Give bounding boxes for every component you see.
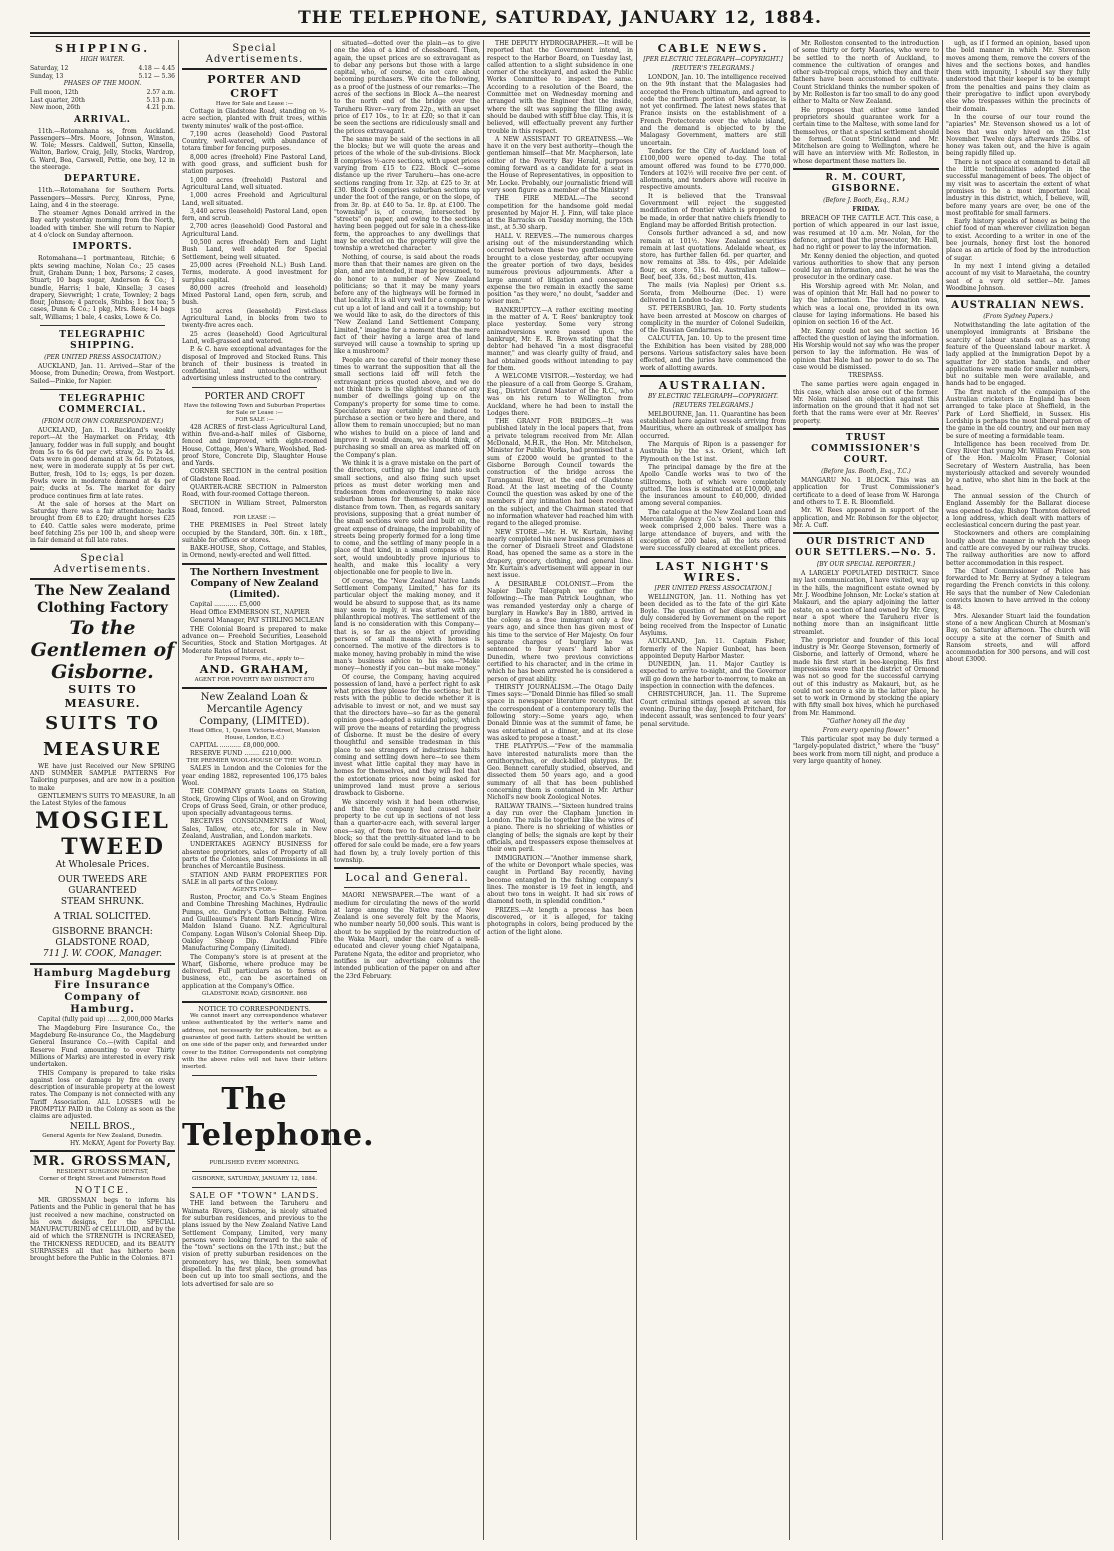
masthead-rule <box>30 32 1090 34</box>
district-heading: OUR DISTRICT AND OUR SETTLERS.—No. 5. <box>795 537 937 559</box>
moon-row: Full moon, 12th 2.57 a.m. <box>30 89 175 96</box>
property-item: 10,500 acres (freehold) Fern and Light Bush Land, well adapted for Special Settlement, being well situated. <box>182 239 327 261</box>
porter-croft-title: PORTER AND CROFT <box>207 73 302 100</box>
ad-text: Capital (fully paid up) ...... 2,000,000 Marks <box>38 1016 174 1024</box>
divider <box>182 563 327 565</box>
local-news-item: A WELCOME VISITOR.—Yesterday, we had the pleasure of a call from George S. Graham, Esq., District Grand Master of the R.C., who was on his return to Wellington from Auckland, where he had been to install the Lodges there. <box>487 373 633 417</box>
ad-text: OUR TWEEDS ARE GUARANTEED <box>57 875 148 897</box>
divider <box>182 687 327 689</box>
ad-text: SALES in London and the Colonies for the year ending 1882, represented 106,175 bales Wool. <box>182 765 327 787</box>
hamburg-title: Hamburg Magdeburg Fire Insurance Company of Hamburg. <box>33 968 172 1016</box>
editorial-text: We think it is a grave mistake on the part of the directors, cutting up the land into such small sections, and also fixing such upset prices as must deter working men and tradesmen from endeavouring to make nice suburban homes for themselves, at an easy distance from town. Then, as regards sanitary provisions, supposing that a great number of the small sections were sold and built on, the great expense of drainage, the improbability of streets being properly formed for a long time to come, and the settling of many people in a place of that kind, in a small compass of this sort, would undoubtedly prove injurious to health, and make this locality a very objectionable one for people to live in. <box>334 459 480 577</box>
mosgiel-heading: MOSGIEL <box>35 808 170 835</box>
suits-heading-large: SUITS TO MEASURE <box>43 712 162 760</box>
divider <box>334 867 480 869</box>
news-item: CHRISTCHURCH, Jan. 11. The Supreme Court criminal sittings opened at seven this evening. During the day, Joseph Pritchard, for indecent assault, was sentenced to four years' penal servitude. <box>640 691 786 728</box>
moon-row: New moon, 26th 4.21 p.m. <box>30 104 175 111</box>
editorial-text: We sincerely wish it had been otherwise, and that the company had caused their property to be cut up in sections of not less than a quarter-acre each, with several larger ones—say, of from two to five acres—in each block; so that the prettily-situated land to be offered for sale could be made, ere a few years had flown by, a truly lovely portion of this township. <box>334 798 480 864</box>
gentlemen-title: To the Gentlemen of Gisborne. <box>30 616 175 683</box>
news-item: Mr. Rolleston consented to the introduction of some thirty or forty Maories, who were to be settled to the north of Auckland, to commence the cultivation of oranges and other sub-tropical crops, which they and their fathers have been accustomed to cultivate. Count Strickland thinks the number spoken of by Mr. Rolleston is far too small to do any good either to Malta or New Zealand. <box>793 40 939 106</box>
ad-text: RECEIVES CONSIGNMENTS of Wool, Sales, Tallow, etc., etc., for sale in New Zealand, Australian, and London markets. <box>182 818 327 841</box>
local-news-item: IMMIGRATION.—"Another immense shark, of the white or Devonport whale species, was caught in Portland Bay recently, having become entangled in the fishing company's lines. The monster is 19 feet in length, and about two tons in weight. It had six rows of diamond teeth, in splendid condition." <box>487 854 633 906</box>
feature-text: There is not space at command to detail all the little technicalities adopted in the successful management of bees. The object of my visit was to ascertain the extent of what promises to be a most important local industry in this district, which, I believe, will, before many years are over, be one of the most profitable for small farmers. <box>946 158 1090 217</box>
departure-text: The steamer Agnes Donald arrived in the Bay early yesterday morning from the North, loaded with timber. She will return to Napier at 4 o'clock on Sunday afternoon. <box>30 210 175 240</box>
clothing-factory-title: The New Zealand Clothing Factory <box>34 582 171 616</box>
porter-croft-title: PORTER AND CROFT <box>204 391 305 402</box>
verse-line: From every opening flower." <box>822 727 910 735</box>
ad-text: RESIDENT SURGEON DENTIST, <box>56 1168 149 1175</box>
ad-text: The Magdeburg Fire Insurance Co., the Magdeburg Re-insurance Co., the Magdeburg General Insurance Co.—(with Capital and Reserve Fund amounting to over Thirty Millions of Marks) are interested in every risk undertaken. <box>30 1024 175 1069</box>
editorial-text: The same may be said of the sections in all the blocks; but we will quote the areas and prices of the whole of the sub-divisions. Block B comprises ½-acre sections, with upset prices varying from £15 to £22. Block C—some distance up the river Taruheru—has one-acre sections ranging from 1r. 32p. at £25 to 3r. at £30. Block D comprises suburban sections up under the foot of the range, or on the slope, of from 3r. 8p. at £40 to 5a. 1r. 8p. at £100. The "township" is, of course, intersected by "streets" on paper, and owing to the sections having been pegged out for sale in a chess-like form, the approaches to any dwellings that may be erected on the property will give the township a wretched character. <box>334 135 480 253</box>
tide-row: Saturday, 12 4.18 — 4.45 <box>30 65 175 72</box>
published-line: PUBLISHED EVERY MORNING. <box>209 1160 300 1167</box>
news-item: Intelligence has been received from Dr. Grey River that young Mr. William Fraser, son of the Hon. Malcolm Fraser, Colonial Secretary of Western Australia, has been mysteriously attacked and severely wounded by a native, who shot him in the back at the head. <box>946 440 1090 492</box>
northern-investment-title: The Northern Investment Company of New Zealand (Limited). <box>190 567 319 600</box>
property-item: BAKE-HOUSE, Shop, Cottage, and Stables, in Ormond, newly-erected and well fitted. <box>182 545 327 560</box>
ad-text: UNDERTAKES AGENCY BUSINESS for absentee proprietors, sales of Property of all parts of the Colonies, and Commissions in all branches of Mercantile Business. <box>182 841 327 871</box>
ad-text: RESERVE FUND ........ £210,000. <box>190 750 293 758</box>
day-heading: FRIDAY. <box>852 206 880 214</box>
column-divider <box>483 40 484 1540</box>
imports-text: Rotomahana—1 portmanteau, Ritchie; 6 pkts sewing machine, Nolan Co.; 25 cases fruit, Graham Dunn; 1 box, Parsons; 2 cases, Stuart; 10 bags sugar, Anderson & Co.; 1 bundle, Harris; 1 bale, Kinsella; 3 cases drapery, Sievwright; 1 crate, Townley; 2 bags flour, Johnson; 4 parcels, Stubbs; 1 box tea; 5 cases, Dunn & Co.; 1 pkg, Mrs. Rees; 14 bags salt, Williams; 1 bale, 4 casks, Lowe & Co. <box>30 255 175 321</box>
imports-heading: IMPORTS. <box>72 242 133 253</box>
news-item: The catalogue at the New Zealand Loan and Mercantile Agency Co.'s wool auction this week comprised 2,000 bales. There was a large attendance of buyers, and with the exception of 200 bales, all the lots offered were successfully cleared at excellent prices. <box>640 508 786 553</box>
news-item: The annual session of the Church of England Assembly for the Ballarat diocese was opened to-day. Bishop Thornton delivered a long address, which dealt with matters of ecclesiastical concern during the past year. <box>946 492 1090 530</box>
property-item: 7,190 acres (leasehold) Good Pastoral Country, well-watered, with abundance of totara timber for fencing purposes. <box>182 130 327 153</box>
commercial-text: At the sale of horses at the Mart on Saturday there was a fair attendance; hacks brought from £8 to £20; draught horses £25 to £40. Cattle sales were moderate, prime beef fetching 25s per 100 lb, and sheep were in fair demand at full late rates. <box>30 500 175 545</box>
court-item: MANGARU No. 1 BLOCK. This was an application for Trust Commissioner's certificate to a deed of lease from W. Haronga and others to T. E. R. Bloomfield. <box>793 477 939 506</box>
property-item: THE PREMISES in Peel Street lately occupied by the Standard, 30ft. 6in. x 18ft., suitable for offices or stores. <box>182 522 327 544</box>
ad-text: Corner of Bright Street and Palmerston Road <box>39 1175 166 1182</box>
news-item: Stockowners and others are complaining loudly about the manner in which the sheep and cattle are conveyed by our railway trucks. The railway authorities are now to afford better accommodation in this respect. <box>946 530 1090 567</box>
nz-loan-title: New Zealand Loan & Mercantile Agency Company, (LIMITED). <box>199 691 310 727</box>
ad-text: General Agents for New Zealand, Dunedin. <box>42 1132 163 1139</box>
news-item: Consols further advanced a sd, and now remain at 101½. New Zealand securities remain at last quotations. Adelaide wheat, ex store, has further fallen 6d. per quarter, and now remains at 38s. to 49s., per Adelaide flour, ex store, 51s. 6d. Australian tallow—Beef, beef, 33s. 6d.; best mutton, 41s. <box>640 230 786 282</box>
divider <box>192 1171 317 1172</box>
column-6 <box>793 40 939 1540</box>
ad-text: At Wholesale Prices. <box>55 860 150 871</box>
property-item: SECTION in William Street, Palmerston Road, fenced. <box>182 499 327 514</box>
tide-table <box>30 65 175 80</box>
ad-text: STATION AND FARM PROPERTIES FOR SALE in all parts of the Colony. <box>182 871 327 886</box>
ad-text: GLADSTONE ROAD, <box>55 938 150 949</box>
news-item: It is believed that the Transvaal Government will reject the suggested modification of frontier which is proposed to be made, in order that native chiefs friendly to England may be afforded British protection. <box>640 192 786 229</box>
divider <box>192 387 317 388</box>
commercial-text: AUCKLAND, Jan. 11. Buckland's weekly report—At the Haymarket on Friday, 4th January, fodder was in full supply, and bought from 5s to 6s 6d per cwt; straw, 2s to 2s 4d. Oats were in good demand at 3s 6d. Potatoes, new, were in moderate supply at 5s per cwt. Butter, fresh, 10d to 1s; eggs, 1s per dozen. Fowls were in moderate demand at 4s per pair; ducks at 5s. The market for dairy produce continues firm at late rates. <box>30 426 175 500</box>
divider <box>30 963 175 965</box>
court-item: His Worship agreed with Mr. Nolan, and was of opinion that Mr. Hall had no power to lay the information. The information was, which was a local one, provided in its own clause for laying informations. He based his opinion on section 16 of the Act. <box>793 282 939 327</box>
court-item: The same parties were again engaged in this case, which also arose out of the former. Mr. Nolan raised an objection against this information on the ground that it had not set forth that the rams were ever at Mr. Reeves' property. <box>793 381 939 425</box>
case-heading: TRESPASS. <box>848 372 884 380</box>
ad-text: THIS Company is prepared to take risks against loss or damage by fire on every description of insurable property at the lowest rates. The Company is not connected with any Tariff Association. ALL LOSSES will be PROMPTLY PAID in the Colony as soon as the claims are adjusted. <box>30 1069 175 1121</box>
local-news-item: THE FIRE MEDAL.—The second competition for the handsome gold medal presented by Major H. J. Finn, will take place at the Barracks on Tuesday morning, the 15th inst., at 5.30 sharp. <box>487 195 633 232</box>
column-5 <box>640 40 786 1540</box>
rm-court-heading: R. M. COURT, GISBORNE. <box>825 173 907 195</box>
editorial-text: THE land between the Taruheru and Waimata Rivers, Gisborne, is nicely situated for suburban residences, and previous to the plans issued by the New Zealand Native Land Settlement Company, Limited, very many persons were looking forward to the sale of the "town" sections on the 17th inst.; but the vision of pretty suburban residences on the promontory has, we think, been somewhat dispelled. In the first place, the ground has been cut up into too small sections, and the lots advertised for sale are so <box>182 1200 327 1288</box>
moon-table <box>30 89 175 112</box>
ad-text: HY. McKAY, Agent for Poverty Bay. <box>70 1139 175 1147</box>
departure-heading: DEPARTURE. <box>63 174 142 185</box>
local-news-item: MAORI NEWSPAPER.—The want of a medium for circulating the news of the world at large among the Native race of New Zealand is one severely felt by the Maoris, who number nearly 50,000 souls. This want is about to be supplied by the reintroduction of the Waka Maori, under the care of a well-educated and clever young chief Ngataipana, Paratene Ngata, the editor and proprietor, who notifies in our advertising columns the intended publication of the paper on and after the 23rd February. <box>334 892 480 980</box>
property-item: 150 acres (leasehold) First-class Agricultural Land, in blocks from two to twenty-five acres each. <box>182 307 327 330</box>
australian-news-heading: AUSTRALIAN NEWS. <box>951 300 1085 312</box>
local-news-item: HALL V. REEVES.—The numerous charges arising out of the misunderstanding which occurred between these two gentlemen were brought to a close yesterday, after occupying the greater portion of two days, besides numerous previous adjournments. After a large amount of litigation and consequent expense the two remain in exactly the same position "as they were," no doubt, "sadder and wiser men." <box>487 232 633 306</box>
byline: (Before J. Booth, Esq., R.M.) <box>823 197 909 205</box>
moon-row: Last quarter, 20th 5.13 p.m. <box>30 96 175 104</box>
property-item: 3,440 acres (leasehold) Pastoral Land, open fern, and scrub. <box>182 207 327 223</box>
column-3 <box>334 40 480 1540</box>
telegraphic-shipping-text: AUCKLAND, Jan. 11. Arrived—Star of the Moose, from Dunedin; Orewa, from Westport. Sailed—Pinkie, for Napier. <box>30 363 175 385</box>
feature-text: In my next I intend giving a detailed account of my visit to Maraetaha, the country seat of a very old settler—Mr. James Woodbine Johnson. <box>946 262 1090 292</box>
ad-text: Have the following Town and Suburban Properties for Sale or Lease :— <box>183 402 326 416</box>
grossman-title: MR. GROSSMAN, <box>32 1153 173 1169</box>
column-divider <box>942 40 943 1540</box>
feature-text: This particular spot may be duly termed a "largely-populated district," where the "busy" bees work from morn till night, and produce a very large quantity of honey. <box>793 736 939 765</box>
notice-correspondents-heading: NOTICE TO CORRESPONDENTS. <box>198 1005 311 1014</box>
byline: (PER UNITED PRESS ASSOCIATION.) <box>44 354 161 362</box>
local-news-item: RAILWAY TRAINS.—"Sixteen hundred trains a day run over the Clapham Junction in London. The rails lie together like the wires of a piano. There is no shrieking of whistles or clanging of bells; the signals are kept by their officials, and trespassers expose themselves at their own peril. <box>487 802 633 854</box>
divider <box>793 428 939 430</box>
news-item: ST. PETERSBURG, Jan. 10. Forty students have been arrested at Moscow on charges of complicity in the murder of Colonel Sudeikin, of the Russian Gendarmes. <box>640 305 786 335</box>
feature-text: A LARGELY POPULATED DISTRICT. Since my last communication, I have visited, way up in the hills, the magnificent estate owned by Mr. J. Woodbine Johnson, Mr. Locke's station at Makauri, and the apiary adjoining the latter estate, on a section of land owned by Mr. Grey, near a spot where the Taruheru river is nothing more than an insignificant little streamlet. <box>793 570 939 636</box>
ad-text: A TRIAL SOLICITED. <box>54 912 151 923</box>
ad-text: STEAM SHRUNK. <box>60 897 145 908</box>
notice-heading: NOTICE. <box>74 1185 131 1196</box>
ad-text: Capital ............ £5,000 <box>190 600 261 608</box>
tide-row: Sunday, 13 5.12 — 5.36 <box>30 72 175 80</box>
news-item: LONDON, Jan. 10. The intelligence received on the 9th instant that the Malagasies had accepted the French ultimatum, and agreed to cede the northern portion of Madagascar, is not yet confirmed. The latest news states that France insists on the establishment of a French Protectorate over the whole island, and the demand is objected to by the Malagasy Government, matters are still uncertain. <box>640 74 786 147</box>
divider <box>640 556 786 558</box>
column-2 <box>182 40 375 1540</box>
divider <box>344 887 470 888</box>
news-item: The principal damage by the fire at the Apollo Candle works was to two of the stillrooms, both of which were completely gutted. The loss is estimated at £10,000, and the insurances amount to £40,000, divided among several companies. <box>640 463 786 508</box>
byline: [BY OUR SPECIAL REPORTER.] <box>816 561 916 569</box>
divider <box>182 1001 327 1003</box>
court-item: BREACH OF THE CATTLE ACT. This case, a portion of which appeared in our last issue, was resumed at 10 a.m. Mr. Nolan, for the defence, argued that the prosecutor, Mr. Hall, had no right or power to lay the information. <box>793 215 939 252</box>
byline: BY ELECTRIC TELEGRAPH—COPYRIGHT. <box>647 392 778 400</box>
arrival-heading: ARRIVAL. <box>74 114 131 125</box>
ad-text: THE COMPANY grants Loans on Station, Stock, Growing Clips of Wool, and on Growing Crops of Grass Seed, Grain, or other produce, upon specially advantageous terms. <box>182 788 327 818</box>
byline: [REUTER'S TELEGRAMS.] <box>672 65 754 72</box>
news-item: MELBOURNE, Jan. 11. Quarantine has been established here against vessels arriving from Mauritius, where an outbreak of smallpox has occurred. <box>640 410 786 440</box>
news-item: WELLINGTON, Jan. 11. Nothing has yet been decided as to the fate of the girl Kate Boyle. The question of her disposal will be duly considered by Government on the report being received from the Inspector of Lunatic Asylums. <box>640 593 786 637</box>
byline: (Before Jas. Booth, Esq., T.C.) <box>821 468 911 476</box>
ad-text: CAPITAL ........... £8,000,000. <box>190 741 280 749</box>
divider <box>192 1075 317 1076</box>
property-item: Cottage in Gladstone Road, standing on ½-acre section, planted with fruit trees, within twenty minutes' walk of the post-office. <box>182 108 327 130</box>
ad-text: WE have just Received our New SPRING AND SUMMER SAMPLE PATTERNS For Tailoring purposes, and are now in a position to make <box>30 762 175 792</box>
ad-text: NEILL BROS., <box>69 1121 136 1132</box>
tweed-heading: TWEED <box>61 834 165 861</box>
local-news-item: THE GRANT FOR BRIDGES.—It was published lately in the local papers that, from a private telegram received from Mr. Allan McDonald, M.H.R., the Hon. Mr. Mitchelson, Minister for Public Works, had promised that a sum of £2000 would be granted to the Gisborne Borough Council towards the construction of the bridge across the Turanganui River, at the end of Gladstone Road. At the last meeting of the County Council the question was asked by one of the members if any intimation had been received on the subject, and the Chairman stated that no information whatever had reached him with regard to the alleged promise. <box>487 418 633 528</box>
masthead-rule-thin <box>30 36 1090 37</box>
feature-text: In the course of our tour round the "apiaries" Mr. Stevenson showed us a lot of bees that was only hived on the 21st November. Twelve days afterwards 25lbs. of honey was taken out, and the hive is again being rapidly filled up. <box>946 113 1090 158</box>
property-item: 1,000 acres Freehold and Agricultural Land, well situated. <box>182 192 327 207</box>
divider <box>640 375 786 377</box>
ad-text: THE PREMIER WOOL-HOUSE OF THE WORLD. <box>186 758 323 765</box>
editorial-text: Of course, the "New Zealand Native Lands Settlement Company, Limited," has for its particular object the making money, and it would be absurd to suppose that, as its name may seem to imply, it was started with any philanthropical motives. The settlement of the land is no consideration with this Company—that is, so far as the object of providing persons of small means with homes is concerned. The motive of the directors is to make money, having probably in mind the wise man's business advice to his son—"Make money—honestly if you can—but make money." <box>334 577 480 673</box>
property-item: QUARTER-ACRE SECTION in Palmerston Road, with four-roomed Cottage thereon. <box>182 484 327 499</box>
ad-text: FOR LEASE :— <box>233 515 276 522</box>
property-item: 1,000 acres (freehold) Pastoral and Agricultural Land, well situated. <box>182 176 327 191</box>
special-ads-heading: Special Advertisements. <box>205 43 304 65</box>
cable-news-heading: CABLE NEWS. <box>657 42 769 55</box>
ad-text: AGENTS FOR— <box>232 887 277 894</box>
property-item: 25,000 acres (Freehold N.L.) Bush Land. Terms, moderate. A good investment for surplus capital. <box>182 261 327 284</box>
local-news-item: A NEW ASSISTANT TO GREATNESS.—We have it on the very best authority—though the gentleman himself—that Mr. Macpherson, late editor of the Poverty Bay Herald, purposes coming forward as a candidate for a seat in the House of Representatives, in opposition to Mr. Locke. Probably, our journalistic friend will very soon figure as a member of the Ministry! <box>487 135 633 194</box>
news-item: The first match of the campaign of the Australian cricketers in England has been arranged to take place at Sheffield, in the Park of Lord Sheffield, in Sussex. His Lordship is perhaps the most liberal patron of the game in the old country, and our men may be sure of meeting a formidable team. <box>946 388 1090 440</box>
property-item: 8,000 acres (freehold) Fine Pastoral Land, with good grass, and sufficient bush for station purposes. <box>182 153 327 176</box>
ad-text: Ruston, Proctor, and Co.'s Steam Engines and Combine Threshing Machines, Hydraulic Pumps, etc. Gundry's Cotton Belting. Felton and Guilleaume's Patent Barb Fencing Wire. Maldon Island Guano. N.Z. Agricultural Company. Logan Wilson's Colonial Sheep Dip. Oakley Sheep Dip. Auckland Fibre Manufacturing Company (Limited). <box>182 894 327 953</box>
news-item: The mails (via Naples) per Orient s.s. Sorata, from Melbourne (Dec. 1) were delivered in London to-day. <box>640 282 786 304</box>
local-news-item: A DESIRABLE COLONIST.—From the Napier Daily Telegraph we gather the following:—The man Patrick Loughnan, who was remanded yesterday only a charge of burglary in Hawke's Bay in 1880, arrived in the colony as a free immigrant only a few years ago, and since then has given most of his time to the service of Her Majesty. On four separate charges of burglary he was sentenced to four years' hard labor at Dunedin, where two previous convictions certified to his character, and in the crime in which he has been arrested he is considered a person of great ability. <box>487 580 633 683</box>
local-news-item: THIRSTY JOURNALISM.—The Otago Daily Times says:—"Donald Dinnie has filled so small space in newspaper literature recently, that the correspondent of a contemporary tells the following story:—Some years ago, when Donald Dinnie was at the summit of fame, he was entertained at a dinner, and at its close was asked to propose a toast." <box>487 683 634 742</box>
arrival-text: 11th.—Rotomahana ss, from Auckland. Passengers—Mrs. Moore, Johnson, Winston, W. Tole; Messrs. Caldwell, Sutton, Kinsella, Walton, Barlow, Craig, Jelly, Stocks, Wardrop, G. Ward, Bea, Carswell, Pettie, one boy, 12 in the steerage. <box>30 127 175 171</box>
ad-text: Head Office EMMERSON ST., NAPIER <box>190 609 310 617</box>
column-divider <box>789 40 790 1540</box>
notice-correspondents-text: We cannot insert any correspondence whatever unless authenticated by the writer's name and address, not necessarily for publication, but as a guarantee of good faith. Letters should be written on one side of the paper only, and forwarded under cover to the Editor. Correspondents not complying with the above rules will not have their letters inserted. <box>182 1013 327 1071</box>
shipping-heading: SHIPPING. <box>54 42 151 55</box>
ad-text: GISBORNE BRANCH: <box>52 927 153 938</box>
editorial-heading: SALE OF "TOWN" LANDS. <box>189 1191 320 1201</box>
australian-heading: AUSTRALIAN. <box>658 378 768 392</box>
news-item: Notwithstanding the late agitation of the unemployed immigrants at Brisbane the scarcity of labour stands out as a strong feature of the Queensland labour market. A lady applied at the Immigration Depot by a squatter for 20 station hands, and other applications were made for smaller numbers, but no suitable men were available, and hands had to be engaged. <box>946 322 1090 388</box>
news-item: Mrs. Alexander Stuart laid the foundation stone of a new Anglican Church at Mosman's Bay, on Saturday afternoon. The church will occupy a site at the corner of Smith and Ransom streets, and will afford accommodation for 300 persons, and will cost about £3000. <box>946 612 1090 664</box>
ad-text: FOR SALE :— <box>235 416 274 423</box>
divider <box>30 578 175 580</box>
divider <box>30 548 175 550</box>
news-item: The Chief Commissioner of Police has forwarded to Mr. Berry at Sydney a telegram regarding the French convicts in this colony. He says that the number of New Caledonian convicts known to have arrived in the colony is 48. <box>946 567 1090 612</box>
editorial-text: Of course, the Company, having acquired possession of land, have a perfect right to ask what prices they please for the sections; but it rests with the public to decide whether it is advisable to invest or not, and we must say that the directors have—so far as the general opinion goes—adopted a suicidal policy, which will prove the means of retarding the progress of Gisborne. It must be the desire of every thoughtful and sensible tradesman in this place to see strangers of industrious habits coming and settling down here—to see them invest what little capital they may have in homes for themselves, and they will feel that the extortionate prices now being asked for unimproved land must prove a serious drawback to Gisborne. <box>334 673 480 798</box>
editorial-text: situated—dotted over the plain—as to give one the idea of a kind of chessboard. Then, again, the upset prices are so extravagant as to debar any persons but those with a large capital, who, of course, do not care about becoming purchasers. We cite the following, as a proof of the justness of our remarks:—The acres of the sections in Block A—the nearest to the north end of the bridge over the Taruheru River—vary from 22p., with an upset price of £17 10s., to 1r. at £20; so that it can be seen the sections are ridiculously small and the prices extravagant. <box>334 40 480 135</box>
ad-text: AGENT FOR POVERTY BAY DISTRICT 870 <box>194 676 315 683</box>
moon-heading: PHASES OF THE MOON. <box>63 80 142 87</box>
news-item: AUCKLAND, Jan. 11. Captain Fisher, formerly of the Napier Gunboat, has been appointed Deputy Harbor Master. <box>640 638 786 660</box>
ad-text: Head Office, 1, Queen Victoria-street, Mansion House, London, E.C.) <box>189 727 320 741</box>
column-4 <box>487 40 633 1540</box>
ad-text: The Company's store is at present at the Wharf, Gisborne, where produce may be delivered. Full particulars as to forms of business, etc., can be ascertained on application at the Company's Office. <box>182 953 327 990</box>
column-divider <box>178 40 179 1540</box>
editorial-text: Nothing, of course, is said about the roads more than that their names are given on the plan, and are intended, it may be presumed, to do honor to a number of New Zealand politicians; so that it may be many years before any of the highways will be formed in that locality. It is all very well for a company to cut up a lot of land and call it a township; but we would like to ask, do the directors of this "New Zealand Land Settlement Company, Limited," imagine for a moment that the mere fact of their having a large area of land surveyed will cause a township to spring up like a mushroom? <box>334 253 480 356</box>
byline: [REUTERS TELEGRAMS.] <box>673 401 753 409</box>
divider <box>793 168 939 170</box>
property-item: 25 acres (leasehold) Good Agricultural Land, well-grassed and watered. <box>182 330 327 345</box>
divider <box>946 295 1090 297</box>
local-news-item: PRIZES.—At length a process has been discovered, or it is alleged, for taking photographs in colors, being produced by the action of the light alone. <box>487 906 633 936</box>
property-item: 2,700 acres (leasehold) Good Pastoral and Agricultural Land. <box>182 223 327 238</box>
special-ads-heading: Special Advertisements. <box>53 552 152 575</box>
byline: (From Sydney Papers.) <box>983 313 1053 321</box>
news-item: He proposes that either some landed proprietors should guarantee work for a certain time to the Maltese, with some land for themselves, or that a special settlement should be formed. Count Strickland and Mr. Mitchelson are going to Wellington, where he will have an interview with Mr. Rolleston, in whose department these matters lie. <box>793 106 939 165</box>
column-divider <box>330 40 331 1540</box>
telegraphic-commercial-heading: TELEGRAPHIC COMMERCIAL. <box>58 393 147 415</box>
date-line: GISBORNE, SATURDAY, JANUARY 12, 1884. <box>192 1176 317 1183</box>
ad-text: 711 J. W. COOK, Manager. <box>42 949 163 960</box>
divider <box>40 389 165 390</box>
news-item: The Marquis of Ripon is a passenger for Australia by the s.s. Orient, which left Plymouth on the 1st inst. <box>640 441 786 463</box>
news-item: CALCUTTA, Jan. 10. Up to the present time the Exhibition has been visited by 288,000 persons. Various satisfactory sales have been effected, and the juries have commenced the work of allotting awards. <box>640 335 786 372</box>
verse-line: "Gather honey all the day <box>827 718 905 726</box>
divider <box>30 1150 175 1152</box>
telegraphic-shipping-heading: TELEGRAPHIC SHIPPING. <box>59 330 146 352</box>
ad-text: MR. GROSSMAN begs to inform his Patients and the Public in general that he has just received a new machine, constructed on his own designs, for the SPECIAL MANUFACTURING of CELLULOID, and by the aid of which the STRENGTH is INCREASED, the THICKNESS REDUCED, and its BEAUTY SURPASSES all that has hitherto been brought before the Public in the Colonies. 871 <box>30 1196 175 1263</box>
news-item: Tenders for the City of Auckland loan of £100,000 were opened to-day. The total amount offered was found to be £770,000. Tenders at 102½ will receive five per cent. of allotments, and tenders above will receive in respective amounts. <box>640 147 786 192</box>
feature-text: The proprietor and founder of this local industry is Mr. George Stevenson, formerly of Gisborne, and latterly of Ormond, where he made his first start in bee-keeping. His first impressions were that the district of Ormond was not so good for the successful carrying out of this industry as Makauri, but, as he could not secure a site in the latter place, he set to work in Ormond by stocking the apiary with fifty small box hives, which he purchased from Mr. Hammond. <box>793 636 939 717</box>
feature-text: Early history speaks of honey as being the chief food of man wherever civilization began to exist. According to a writer in one of the bee journals, honey first lost the honored place as an article of food by the introduction of sugar. <box>946 218 1090 262</box>
column-7 <box>946 40 1090 1540</box>
telephone-title: The Telephone. <box>182 1082 375 1154</box>
trust-court-heading: TRUST COMMISSIONER'S COURT. <box>811 433 921 466</box>
suits-heading: SUITS TO MEASURE. <box>64 682 141 710</box>
column-1 <box>30 40 175 1540</box>
court-item: Mr. Kenny denied the objection, and quoted various authorities to show that any person could lay an information, and that he was the prosecutor in the ordinary case. <box>793 252 939 282</box>
departure-text: 11th.—Rotomahana for Southern Ports. Passengers—Messrs. Percy, Kinross, Pyne, Laing, and 4 in the steerage. <box>30 187 175 209</box>
local-news-item: THE DEPUTY HYDROGRAPHER.—It will be reported that the Government intend, in respect to the Harbor Board, on Tuesday last, called attention to a slight subsidence in one corner of the stockyard, and asked the Public Works Committee to inspect the same. According to a resolution of the Board, the Committee met on Wednesday morning and arranged with the Engineer that the inside, where the silt was sapping the filling away, should be daubed with stiff blue clay. This, it is believed, will effectually prevent any further trouble in this respect. <box>487 40 633 135</box>
property-item: 428 ACRES of first-class Agricultural Land, within five-and-a-half miles of Gisborne, fenced and improved, with eight-roomed House, Cottage, Men's Whare, Woolshed, Red-proof Store, Concrete Dip, Slaughter House and Yards. <box>182 423 327 468</box>
local-news-item: BANKRUPTCY.—A rather exciting meeting in the matter of A. T. Rees' bankruptcy took place yesterday. Some very strong animadversions were passed upon the bankrupt, Mr. E. R. Brown stating that the debtor had behaved "in a most disgraceful manner," and was clearly guilty of fraud, and had obtained goods without intending to pay for them. <box>487 306 633 373</box>
news-item: DUNEDIN, Jan. 11. Major Cautley is expected to arrive to-night, and the Governor will go down the harbor to-morrow, to make an inspection in connection with the defences. <box>640 661 786 691</box>
high-water-heading: HIGH WATER. <box>80 56 125 63</box>
ad-text: P. & C. have exceptional advantages for the disposal of Improved and Stocked Runs. This branch of their business is treated in confidential, and untouched without advertising unless instructed to the contrary. <box>182 346 327 383</box>
divider <box>793 532 939 534</box>
ad-text: GENTLEMEN'S SUITS TO MEASURE, In all the Latest Styles of the famous <box>30 792 176 808</box>
ad-text: THE Colonial Board is prepared to make advance on— Freehold Securities, Leasehold Securities, Stock and Station Mortgages. At Moderate Rates of Interest. <box>182 625 327 655</box>
property-item: CORNER SECTION in the central position of Gladstone Road. <box>182 468 327 483</box>
local-news-item: THE PLATYPUS.—"Few of the mammalia have interested naturalists more than the ornithorynchus, or duck-billed platypus. Dr. Geo. Bennett carefully studied, observed, and dissected them 50 years ago, and a good summary of all that has been published concerning them is contained in Mr. Arthur Nicholl's new book Zoological Notes. <box>487 743 633 802</box>
local-general-heading: Local and General. <box>345 871 469 885</box>
ad-text: GLADSTONE ROAD, GISBORNE. 868 <box>201 991 308 998</box>
byline: [PER ELECTRIC TELEGRAPH—COPYRIGHT.] <box>643 56 783 63</box>
property-item: 80,000 acres (freehold and leasehold) Mixed Pastoral Land, open fern, scrub, and bush. <box>182 284 327 307</box>
ad-text: For Proposal Forms, etc., apply to— <box>204 655 305 662</box>
divider <box>182 68 327 70</box>
last-nights-wires-heading: LAST NIGHT'S WIRES. <box>655 559 771 584</box>
court-item: Mr. W. Rees appeared in support of the application, and Mr. Robinson for the objector, Mr. A. Cuff. <box>793 507 939 529</box>
masthead: THE TELEPHONE, SATURDAY, JANUARY 12, 1884. <box>298 8 822 28</box>
byline: [PER UNITED PRESS ASSOCIATION.] <box>654 584 772 592</box>
graham-name: AND. GRAHAM, <box>199 662 310 676</box>
column-divider <box>636 40 637 1540</box>
divider <box>192 1187 317 1188</box>
byline: (FROM OUR OWN CORRESPONDENT.) <box>41 417 164 425</box>
editorial-text: People are too careful of their money these times to warrant the supposition that all the small sections laid off will fetch the extravagant prices quoted above, and we do not think there is the slightest chance of any number of dwellings going up on the Company's property for some time to come. Speculators may certainly be induced to purchase a section or two here and there, and allow them to remain unoccupied; but no man who wishes to build on a piece of land and improve it would dream, we should think, of purchasing so small an area as marked off on the Company's plan. <box>334 356 480 459</box>
ad-text: Have for Sale and Lease :— <box>215 101 294 107</box>
feature-text: ugh, as if I formed an opinion, based upon the bold manner in which Mr. Stevenson moves among them, remove the covers of the hives and the sections boxes, and handles them with impunity, I should say they fully understood that their keeper is to be exempt from the penalties and pains they claim as their prerogative to inflict upon everybody else who trespasses within the precincts of their domain. <box>946 40 1090 113</box>
divider <box>40 325 165 326</box>
local-news-item: NEW STORE.—Mr. H. W. Kurtain, having nearly completed his new business premises at the corner of Disraeli Street and Gladstone Road, has opened the same as a store in the drapery, grocery, clothing, and general line. Mr. Kurtain's advertisement will appear in our next issue. <box>487 528 633 580</box>
ad-text: General Manager, PAT STIRLING MCLEAN <box>190 617 325 625</box>
court-item: Mr. Kenny could not see that section 16 affected the question of laying the information. His Worship would not say who was the proper person to lay the information. He was of opinion that Hale had no power to do so. The case would be dismissed. <box>793 327 939 371</box>
